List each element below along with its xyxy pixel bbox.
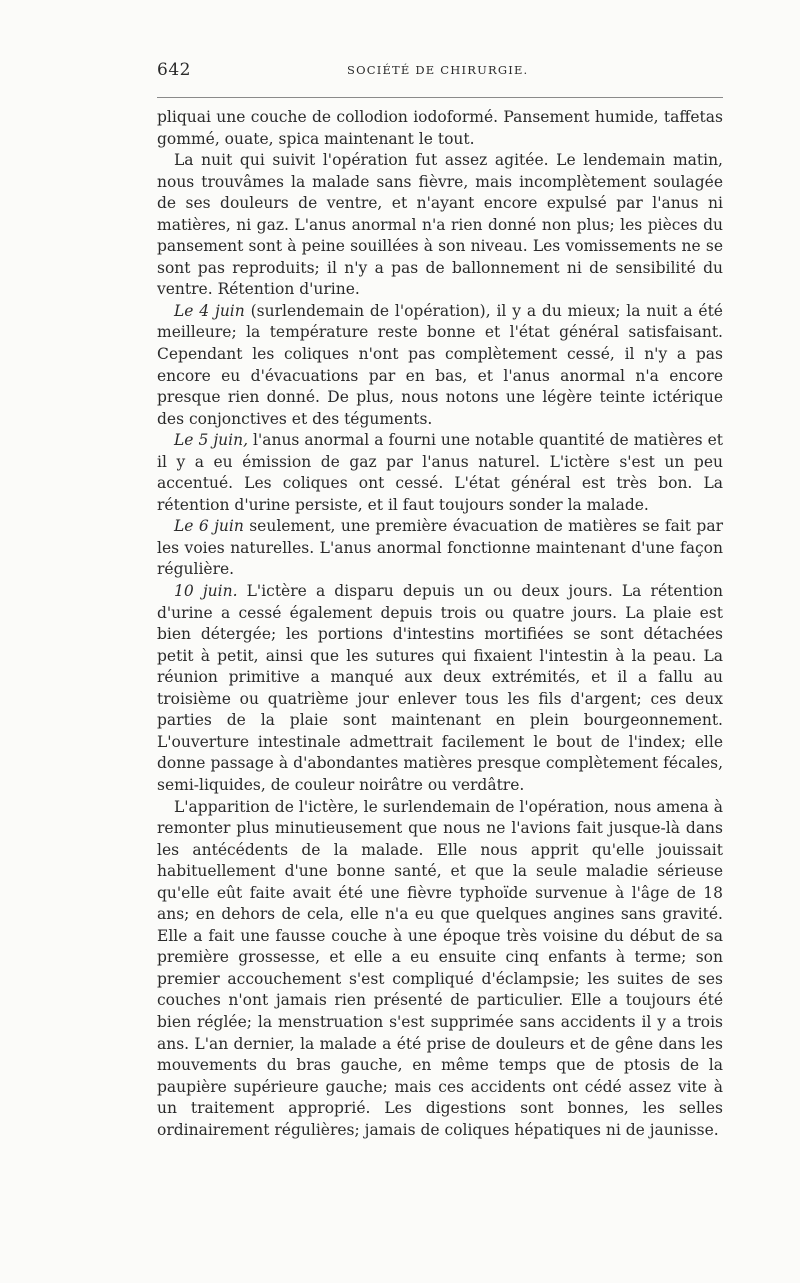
- paragraph-text: l'anus anormal a fourni une notable quantité de matières et il y a eu émission de gaz par l'anus naturel. L'ictère s'est un peu accentué. Les coliques ont cessé. L'état général est très bon. La rétention d'urine persiste, et il faut toujours sonder la malade.: [157, 431, 723, 514]
- date-label: Le 4 juin: [174, 301, 245, 320]
- page-number: 642: [157, 60, 191, 80]
- paragraph-text: L'ictère a disparu depuis un ou deux jours. La rétention d'urine a cessé également depuis trois ou quatre jours. La plaie est bien détergée; les portions d'intestins mortifiées se sont détachées petit à petit, ainsi que les sutures qui fixaient l'intestin à la peau. La réunion primitive a manqué aux deux extrémités, et il a fallu au troisième ou quatrième jour enlever tous les fils d'argent; ces deux parties de la plaie sont maintenant en plein bourgeonnement. L'ouverture intestinale admettrait facilement le bout de l'index; elle donne passage à d'abondantes matières presque complètement fécales, semi-liquides, de couleur noirâtre ou verdâtre.: [157, 582, 724, 794]
- paragraph: [157, 430, 723, 516]
- date-label: Le 6 juin: [174, 517, 244, 536]
- paragraph-text: La nuit qui suivit l'opération fut assez agitée. Le lendemain matin, nous trouvâmes la malade sans fièvre, mais incomplètement soulagée de ses douleurs de ventre, et n'ayant encore expulsé par l'anus ni matières, ni gaz. L'anus anormal n'a rien donné non plus; les pièces du pansement sont à peine souillées à son niveau. Les vomissements ne se sont pas reproduits; il n'y a pas de ballonnement ni de sensibilité du ventre. Rétention d'urine.: [157, 151, 723, 299]
- paragraph: [157, 797, 723, 1142]
- header-rule: [157, 97, 723, 98]
- paragraph-text: seulement, une première évacuation de matières se fait par les voies naturelles. L'anus anormal fonctionne maintenant d'une façon régulière.: [157, 517, 723, 579]
- paragraph: [157, 150, 723, 301]
- paragraph-text: (surlendemain de l'opération), il y a du mieux; la nuit a été meilleure; la température reste bonne et l'état général satisfaisant. Cependant les coliques n'ont pas complètement cessé, il n'y a pas encore eu d'évacuations par en bas, et l'anus anormal n'a encore presque rien donné. De plus, nous notons une légère teinte ictérique des conjonctives et des téguments.: [157, 301, 723, 428]
- paragraph-text: L'apparition de l'ictère, le surlendemain de l'opération, nous amena à remonter plus minutieusement que nous ne l'avions fait jusque-là dans les antécédents de la malade. Elle nous apprit qu'elle jouissait habituellement d'une bonne santé, et que la seule maladie sérieuse qu'elle eût faite avait été une fièvre typhoïde survenue à l'âge de 18 ans; en dehors de cela, elle n'a eu que quelques angines sans gravité. Elle a fait une fausse couche à une époque très voisine du début de sa première grossesse, et elle a eu ensuite cinq enfants à terme; son premier accouchement s'est compliqué d'éclampsie; les suites de ses couches n'ont jamais rien présenté de particulier. Elle a toujours été bien réglée; la menstruation s'est supprimée sans accidents il y a trois ans. L'an dernier, la malade a été prise de douleurs et de gêne dans les mouvements du bras gauche, en même temps que de ptosis de la paupière supérieure gauche; mais ces accidents ont cédé assez vite à un traitement approprié. Les digestions sont bonnes, les selles ordinairement régulières; jamais de coliques hépatiques ni de jaunisse.: [157, 797, 723, 1139]
- date-label: Le 5 juin,: [174, 431, 248, 450]
- paragraph: [157, 516, 723, 581]
- page-header: [157, 60, 723, 80]
- paragraph: [157, 301, 723, 430]
- date-label: 10 juin.: [174, 582, 238, 601]
- running-head: SOCIÉTÉ DE CHIRURGIE.: [347, 63, 529, 77]
- paragraph: [157, 581, 723, 796]
- paragraph-text: pliquai une couche de collodion iodoformé. Pansement humide, taffetas gommé, ouate, spica maintenant le tout.: [157, 108, 723, 148]
- paragraph: [157, 107, 723, 150]
- body-text: [157, 107, 723, 1141]
